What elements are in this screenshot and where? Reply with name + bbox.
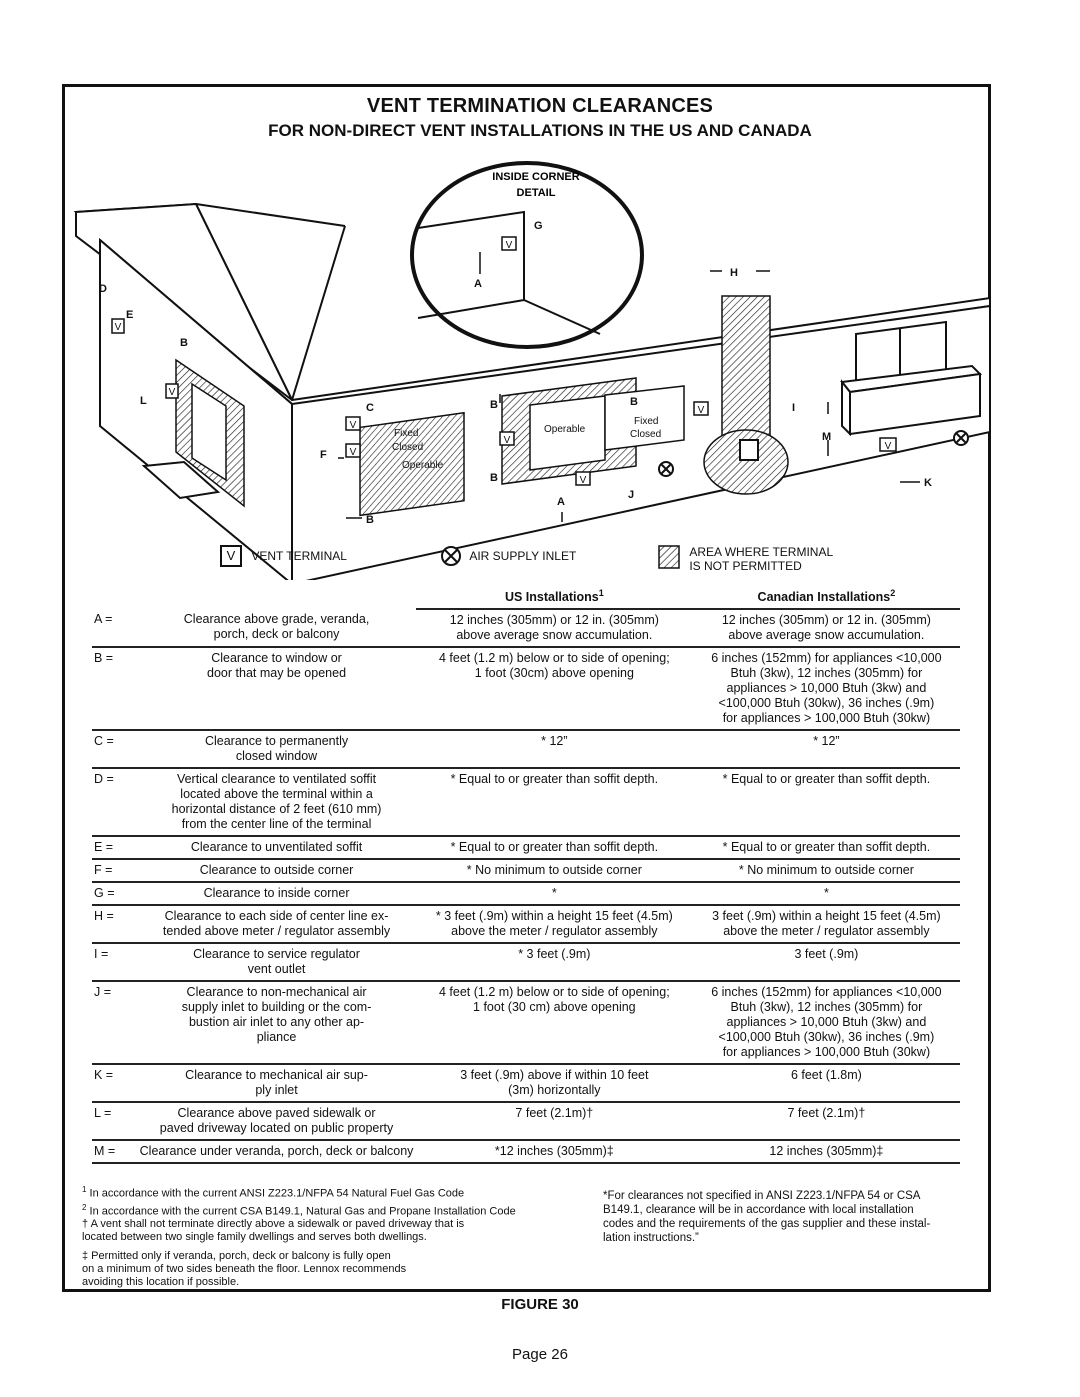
clearance-table bbox=[92, 586, 960, 1164]
svg-text:V: V bbox=[349, 420, 357, 431]
row-canada-value: 6 feet (1.8m) bbox=[693, 1064, 960, 1102]
legend-air-supply bbox=[440, 545, 576, 567]
row-description: Clearance to non-mechanical air supply inlet to building or the com- bustion air inlet to any other ap- pliance bbox=[137, 981, 416, 1064]
table-row bbox=[92, 768, 960, 836]
label-a-inset: A bbox=[474, 278, 482, 290]
row-letter: F = bbox=[92, 859, 137, 882]
row-us-value: * No minimum to outside corner bbox=[416, 859, 693, 882]
window-fixed-label: Fixed bbox=[394, 428, 419, 439]
legend-vent-label: VENT TERMINAL bbox=[251, 549, 347, 563]
row-description: Clearance to window or door that may be opened bbox=[137, 647, 416, 730]
row-letter: M = bbox=[92, 1140, 137, 1163]
page-subtitle: FOR NON-DIRECT VENT INSTALLATIONS IN THE US AND CANADA bbox=[268, 121, 812, 140]
vent-terminal-icon bbox=[166, 384, 178, 398]
table-row bbox=[92, 1064, 960, 1102]
row-description: Clearance above paved sidewalk or paved driveway located on public property bbox=[137, 1102, 416, 1140]
vent-terminal-icon bbox=[694, 402, 708, 416]
label-c: C bbox=[366, 402, 374, 414]
label-b-left: B bbox=[180, 337, 188, 349]
page-title: VENT TERMINATION CLEARANCES bbox=[366, 95, 714, 117]
label-f: F bbox=[320, 449, 327, 461]
row-canada-value: 7 feet (2.1m)† bbox=[693, 1102, 960, 1140]
footnote-star: *For clearances not specified in ANSI Z223.1/NFPA 54 or CSA B149.1, clearance will be in accordance with local installation codes and the requirements of the gas supplier and these instal- lation instructions.” bbox=[603, 1190, 931, 1244]
table-row bbox=[92, 981, 960, 1064]
label-h: H bbox=[730, 267, 738, 279]
table-row bbox=[92, 859, 960, 882]
row-canada-value: 12 inches (305mm)‡ bbox=[693, 1140, 960, 1163]
row-description: Clearance to outside corner bbox=[137, 859, 416, 882]
row-letter: C = bbox=[92, 730, 137, 768]
vent-clearance-diagram bbox=[0, 0, 1080, 580]
legend-area bbox=[658, 545, 833, 573]
footnote-dagger: † A vent shall not terminate directly above a sidewalk or paved driveway that is located between two single family dwellings and serves both dwellings. bbox=[82, 1218, 465, 1244]
footnotes-left: $^1$ In accordance with the current ANSI Z223.1/NFPA 54 Natural Fuel Gas Code $^2$ In accordance with the current CSA B149.1, Natural Gas and Propane Installation Code † A vent shall not terminate directly above a sidewalk or paved driveway that is located between two single family dwellings and serves both dwellings. ‡ Permitted only if veranda, porch, deck or balcony is fully open on a minimum of two sides beneath the floor. Lennox recommends avoiding this location if possible. bbox=[82, 1183, 592, 1289]
row-letter: H = bbox=[92, 905, 137, 943]
vent-terminal-icon bbox=[502, 237, 516, 251]
row-description: Clearance to permanently closed window bbox=[137, 730, 416, 768]
window-operable-label: Operable bbox=[402, 460, 444, 471]
table-row bbox=[92, 609, 960, 647]
row-letter: D = bbox=[92, 768, 137, 836]
vent-terminal-icon bbox=[112, 319, 124, 333]
label-e: E bbox=[126, 309, 134, 321]
row-description: Clearance to mechanical air sup- ply inlet bbox=[137, 1064, 416, 1102]
vent-terminal-icon bbox=[346, 444, 360, 458]
air-supply-icon bbox=[659, 462, 673, 476]
row-us-value: * 3 feet (.9m) bbox=[416, 943, 693, 981]
label-b-bottom: B bbox=[366, 514, 374, 526]
legend-air-label: AIR SUPPLY INLET bbox=[469, 549, 577, 563]
svg-text:V: V bbox=[697, 405, 705, 416]
row-canada-value: 6 inches (152mm) for appliances <10,000 Btuh (3kw), 12 inches (305mm) for appliances > 10,000 Btuh (3kw) and <100,000 Btuh (30kw), 36 inches (.9m) for appliances > 100,000 Btuh (30kw) bbox=[693, 647, 960, 730]
row-us-value: *12 inches (305mm)‡ bbox=[416, 1140, 693, 1163]
row-letter: G = bbox=[92, 882, 137, 905]
row-letter: J = bbox=[92, 981, 137, 1064]
table-row bbox=[92, 730, 960, 768]
vent-terminal-icon: V bbox=[220, 545, 242, 567]
label-d: D bbox=[99, 283, 107, 295]
row-description: Clearance above grade, veranda, porch, deck or balcony bbox=[137, 609, 416, 647]
row-canada-value: * Equal to or greater than soffit depth. bbox=[693, 836, 960, 859]
window-closed-label: Closed bbox=[392, 442, 424, 453]
footnote-ddagger: ‡ Permitted only if veranda, porch, deck or balcony is fully open on a minimum of two sides beneath the floor. Lennox recommends avoiding this location if possible. bbox=[82, 1250, 407, 1289]
air-supply-icon bbox=[440, 545, 462, 567]
footnote-1: In accordance with the current ANSI Z223.1/NFPA 54 Natural Fuel Gas Code bbox=[89, 1187, 465, 1200]
svg-text:V: V bbox=[505, 240, 513, 251]
table-row bbox=[92, 1102, 960, 1140]
row-us-value: 4 feet (1.2 m) below or to side of opening; 1 foot (30cm) above opening bbox=[416, 647, 693, 730]
label-l: L bbox=[140, 395, 147, 407]
row-canada-value: * Equal to or greater than soffit depth. bbox=[693, 768, 960, 836]
window-closed-label-mid: Closed bbox=[630, 429, 662, 440]
footnote-2: In accordance with the current CSA B149.1, Natural Gas and Propane Installation Code bbox=[89, 1205, 516, 1218]
row-letter: E = bbox=[92, 836, 137, 859]
row-description: Clearance to service regulator vent outlet bbox=[137, 943, 416, 981]
label-b-right: B bbox=[630, 396, 638, 408]
row-us-value: * Equal to or greater than soffit depth. bbox=[416, 768, 693, 836]
hatched-area-icon bbox=[658, 545, 680, 569]
inset-subtitle: DETAIL bbox=[516, 187, 556, 199]
inset-title: INSIDE CORNER bbox=[492, 171, 580, 183]
row-letter: L = bbox=[92, 1102, 137, 1140]
legend-area-line1: AREA WHERE TERMINAL bbox=[689, 545, 834, 559]
row-canada-value: 3 feet (.9m) bbox=[693, 943, 960, 981]
row-us-value: * bbox=[416, 882, 693, 905]
row-description: Clearance to unventilated soffit bbox=[137, 836, 416, 859]
page-number: Page 26 bbox=[512, 1346, 568, 1363]
row-canada-value: 6 inches (152mm) for appliances <10,000 Btuh (3kw), 12 inches (305mm) for appliances > 10,000 Btuh (3kw) and <100,000 Btuh (30kw), 36 inches (.9m) for appliances > 100,000 Btuh (30kw) bbox=[693, 981, 960, 1064]
label-b-mid-bottom: B bbox=[490, 472, 498, 484]
row-letter: A = bbox=[92, 609, 137, 647]
label-k: K bbox=[924, 477, 932, 489]
row-canada-value: * 12” bbox=[693, 730, 960, 768]
vent-terminal-icon bbox=[576, 472, 590, 486]
header-canada: Canadian Installations$^2$ bbox=[693, 586, 960, 609]
label-i: I bbox=[792, 402, 796, 414]
vent-terminal-icon bbox=[500, 432, 514, 446]
row-us-value: 12 inches (305mm) or 12 in. (305mm) above average snow accumulation. bbox=[416, 609, 693, 647]
window-fixed-label-mid: Fixed bbox=[634, 416, 659, 427]
legend-area-line2: IS NOT PERMITTED bbox=[689, 559, 802, 573]
row-us-value: 7 feet (2.1m)† bbox=[416, 1102, 693, 1140]
row-us-value: * 3 feet (.9m) within a height 15 feet (4.5m) above the meter / regulator assembly bbox=[416, 905, 693, 943]
svg-text:V: V bbox=[579, 475, 587, 486]
vent-terminal-icon bbox=[880, 438, 896, 452]
table-row bbox=[92, 905, 960, 943]
row-description: Clearance to each side of center line ex- tended above meter / regulator assembly bbox=[137, 905, 416, 943]
figure-label: FIGURE 30 bbox=[501, 1296, 579, 1313]
window-operable-label-mid: Operable bbox=[544, 424, 586, 435]
label-a: A bbox=[557, 496, 565, 508]
row-letter: B = bbox=[92, 647, 137, 730]
label-b-mid-top: B bbox=[490, 399, 498, 411]
row-letter: I = bbox=[92, 943, 137, 981]
row-canada-value: 3 feet (.9m) within a height 15 feet (4.5m) above the meter / regulator assembly bbox=[693, 905, 960, 943]
row-us-value: 3 feet (.9m) above if within 10 feet (3m) horizontally bbox=[416, 1064, 693, 1102]
svg-text:V: V bbox=[884, 441, 892, 452]
legend-vent-terminal bbox=[220, 545, 347, 567]
svg-text:V: V bbox=[349, 447, 357, 458]
air-supply-icon bbox=[954, 431, 968, 445]
label-j: J bbox=[628, 489, 635, 501]
svg-text:V: V bbox=[114, 322, 122, 333]
row-description: Clearance to inside corner bbox=[137, 882, 416, 905]
row-canada-value: * No minimum to outside corner bbox=[693, 859, 960, 882]
table-row bbox=[92, 836, 960, 859]
table-row bbox=[92, 882, 960, 905]
row-description: Vertical clearance to ventilated soffit located above the terminal within a horizontal distance of 2 feet (610 mm) from the center line of the terminal bbox=[137, 768, 416, 836]
label-g: G bbox=[534, 220, 543, 232]
table-row bbox=[92, 943, 960, 981]
table-row bbox=[92, 647, 960, 730]
row-canada-value: * bbox=[693, 882, 960, 905]
header-us: US Installations$^1$ bbox=[416, 586, 693, 609]
table-row bbox=[92, 1140, 960, 1163]
row-description: Clearance under veranda, porch, deck or balcony bbox=[137, 1140, 416, 1163]
row-us-value: * Equal to or greater than soffit depth. bbox=[416, 836, 693, 859]
svg-text:V: V bbox=[168, 387, 176, 398]
row-us-value: 4 feet (1.2 m) below or to side of opening; 1 foot (30 cm) above opening bbox=[416, 981, 693, 1064]
row-canada-value: 12 inches (305mm) or 12 in. (305mm) above average snow accumulation. bbox=[693, 609, 960, 647]
row-letter: K = bbox=[92, 1064, 137, 1102]
vent-terminal-icon bbox=[346, 417, 360, 431]
svg-text:V: V bbox=[503, 435, 511, 446]
row-us-value: * 12” bbox=[416, 730, 693, 768]
label-m: M bbox=[822, 431, 832, 443]
